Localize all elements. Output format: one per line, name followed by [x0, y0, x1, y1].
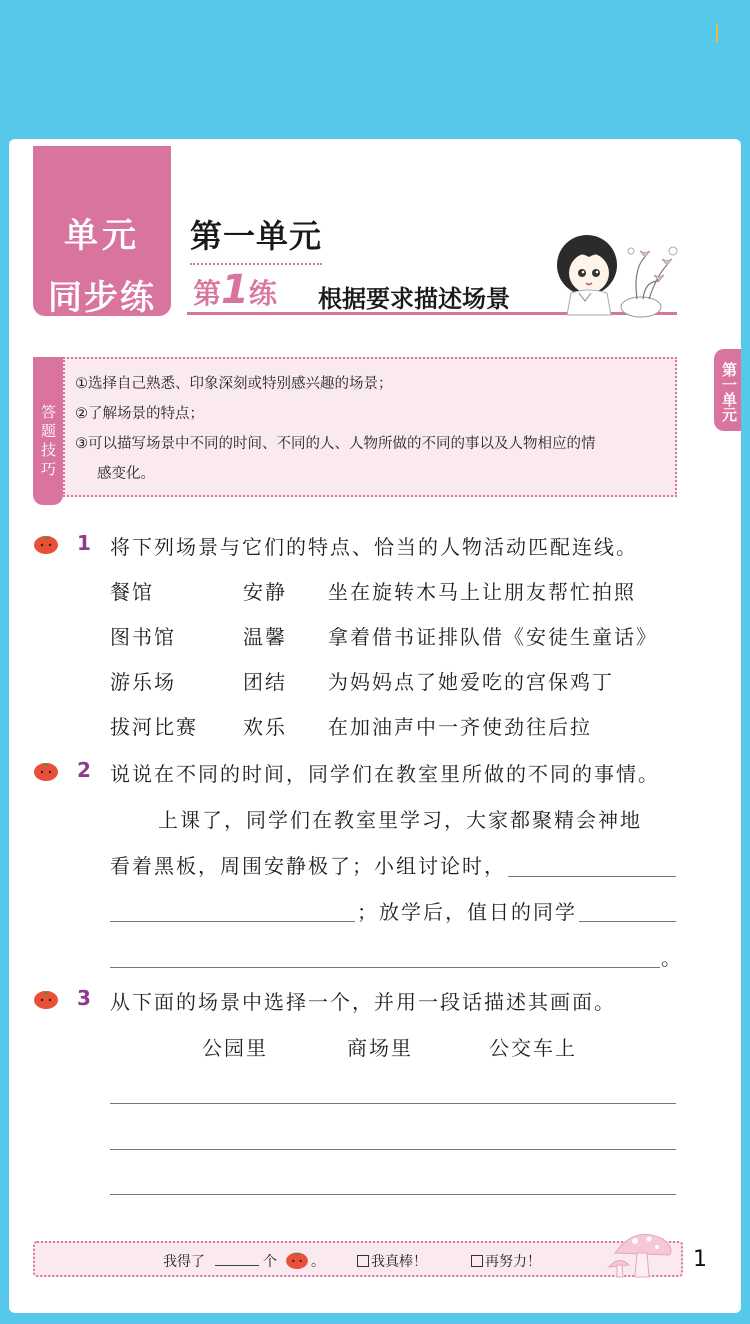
match-activity[interactable]: 在加油声中一齐使劲往后拉 [328, 715, 592, 739]
scene-option[interactable]: 公园里 [202, 1036, 268, 1060]
mushroom-illustration [605, 1223, 679, 1281]
match-place[interactable]: 拔河比赛 [110, 715, 198, 739]
question-2-number: 2 [77, 758, 91, 782]
lesson-number-label [193, 267, 277, 313]
tomato-icon [33, 987, 59, 1009]
writing-line[interactable] [110, 1103, 676, 1104]
lesson-name: 根据要求描述场景 [318, 285, 510, 313]
tip-item-2: ②了解场景的特点； [75, 406, 204, 422]
writing-line[interactable] [110, 1194, 676, 1195]
unit-block-line2: 同步练 [48, 278, 156, 318]
footer-count-blank[interactable] [215, 1265, 259, 1266]
side-tab-unit: 第一单元 [714, 349, 744, 431]
q2-passage-line1: 上课了，同学们在教室里学习，大家都聚精会神地 [158, 808, 642, 832]
page-number: 1 [693, 1247, 707, 1272]
match-place[interactable]: 游乐场 [110, 670, 176, 694]
top-marker [716, 24, 718, 42]
tomato-icon [33, 759, 59, 781]
self-assessment-bar [33, 1241, 683, 1277]
tip-item-3: ③可以描写场景中不同的时间、不同的人、人物所做的不同的事以及人物相应的情 [75, 436, 596, 452]
tips-body [63, 357, 677, 497]
question-3-number: 3 [77, 986, 91, 1010]
q2-passage-line2: 看着黑板，周围安静极了；小组讨论时， [110, 854, 506, 878]
checkbox-great[interactable] [357, 1251, 427, 1271]
workbook-page [9, 139, 741, 1313]
match-place[interactable]: 餐馆 [110, 580, 154, 604]
lesson-prefix: 第 [193, 277, 222, 310]
unit-practice-block [33, 146, 171, 316]
footer-period: 。 [311, 1254, 325, 1270]
match-feature[interactable]: 欢乐 [243, 715, 287, 739]
cartoon-girl-illustration [549, 229, 683, 321]
unit-block-line1: 单元 [64, 216, 140, 256]
question-1-number: 1 [77, 531, 91, 555]
footer-unit-label: 个 [263, 1254, 277, 1270]
writing-line[interactable] [110, 1149, 676, 1150]
tip-item-3-cont: 感变化。 [97, 466, 155, 482]
checkbox-box[interactable] [471, 1255, 483, 1267]
checkbox-try-again-label: 再努力！ [485, 1254, 541, 1270]
question-3-text: 从下面的场景中选择一个，并用一段话描述其画面。 [110, 990, 616, 1014]
scene-option[interactable]: 公交车上 [489, 1036, 577, 1060]
lesson-number: 1 [221, 267, 249, 313]
match-feature[interactable]: 团结 [243, 670, 287, 694]
match-feature[interactable]: 安静 [243, 580, 287, 604]
answer-tips-box [33, 357, 677, 497]
question-1-text: 将下列场景与它们的特点、恰当的人物活动匹配连线。 [110, 535, 638, 559]
q2-passage-line3: ；放学后，值日的同学 [357, 900, 577, 924]
answer-blank[interactable] [508, 876, 676, 877]
match-activity[interactable]: 坐在旋转木马上让朋友帮忙拍照 [328, 580, 636, 604]
checkbox-great-label: 我真棒！ [371, 1254, 427, 1270]
question-2-text: 说说在不同的时间，同学们在教室里所做的不同的事情。 [110, 762, 660, 786]
tomato-icon [285, 1249, 309, 1269]
answer-blank[interactable] [110, 967, 660, 968]
unit-title: 第一单元 [190, 211, 322, 265]
tips-label: 答题技巧 [33, 357, 63, 505]
match-activity[interactable]: 为妈妈点了她爱吃的宫保鸡丁 [328, 670, 614, 694]
answer-blank[interactable] [110, 921, 355, 922]
q2-end-period: 。 [661, 946, 683, 970]
answer-blank[interactable] [579, 921, 676, 922]
scene-option[interactable]: 商场里 [347, 1036, 413, 1060]
footer-got-label: 我得了 [163, 1254, 205, 1270]
checkbox-box[interactable] [357, 1255, 369, 1267]
match-place[interactable]: 图书馆 [110, 625, 176, 649]
lesson-suffix: 练 [248, 277, 277, 310]
tomato-icon [33, 532, 59, 554]
tip-item-1: ①选择自己熟悉、印象深刻或特别感兴趣的场景； [75, 376, 393, 392]
match-feature[interactable]: 温馨 [243, 625, 287, 649]
checkbox-try-again[interactable] [471, 1251, 541, 1271]
match-activity[interactable]: 拿着借书证排队借《安徒生童话》 [328, 625, 658, 649]
